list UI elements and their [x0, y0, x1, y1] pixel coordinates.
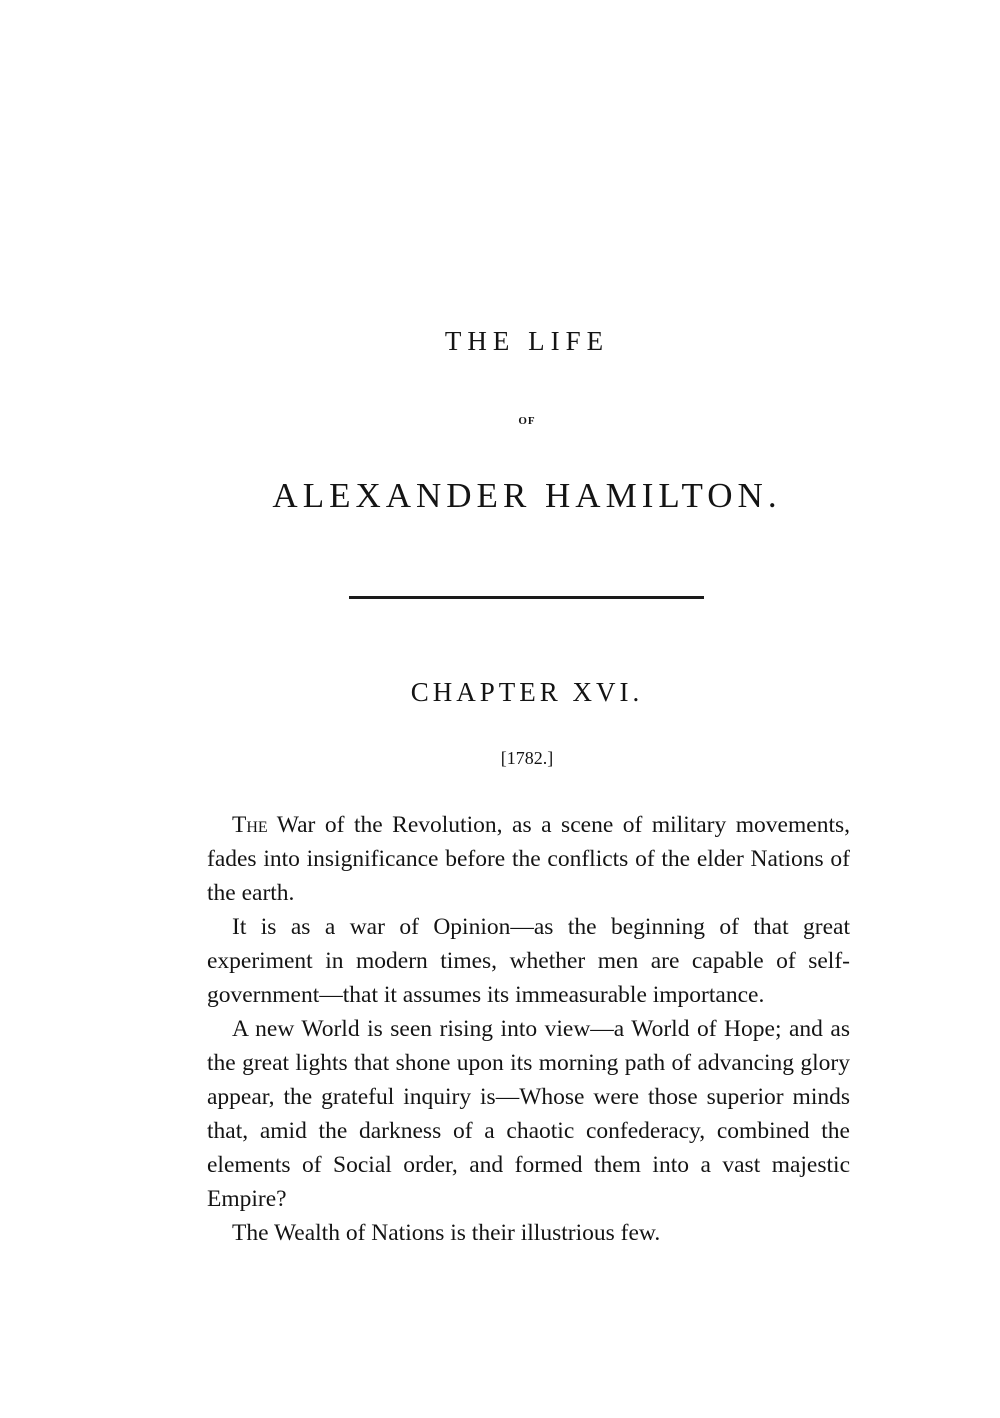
paragraph-3: A new World is seen rising into view—a World of Hope; and as the great lights that shone upon its morning path of advancing glory appear, the grateful inquiry is—Whose were those superior minds that, amid the darkness of a chaotic confederacy, combined the elements of Social order, and formed them into a vast majestic Empire? — [207, 1016, 850, 1212]
chapter-year: [1782.] — [500, 748, 554, 768]
title-the-life: THE LIFE — [444, 326, 610, 356]
chapter-body — [207, 808, 850, 1250]
title-name: ALEXANDER HAMILTON. — [272, 476, 782, 515]
paragraph-4: The Wealth of Nations is their illustrious few. — [232, 1220, 661, 1246]
chapter-heading: CHAPTER XVI. — [410, 677, 644, 707]
paragraph-1-text: War of the Revolution, as a scene of military movements, fades into insignificance before the conflicts of the elder Nations of the earth. — [207, 812, 850, 906]
paragraph-2: It is as a war of Opinion—as the beginning of that great experiment in modern times, whether men are capable of self-government—that it assumes its immeasurable importance. — [207, 914, 850, 1008]
title-of: OF — [518, 415, 536, 427]
paragraph-1-opening-word: The — [232, 812, 268, 838]
paragraph-1 — [207, 808, 850, 910]
title-divider — [349, 596, 704, 599]
